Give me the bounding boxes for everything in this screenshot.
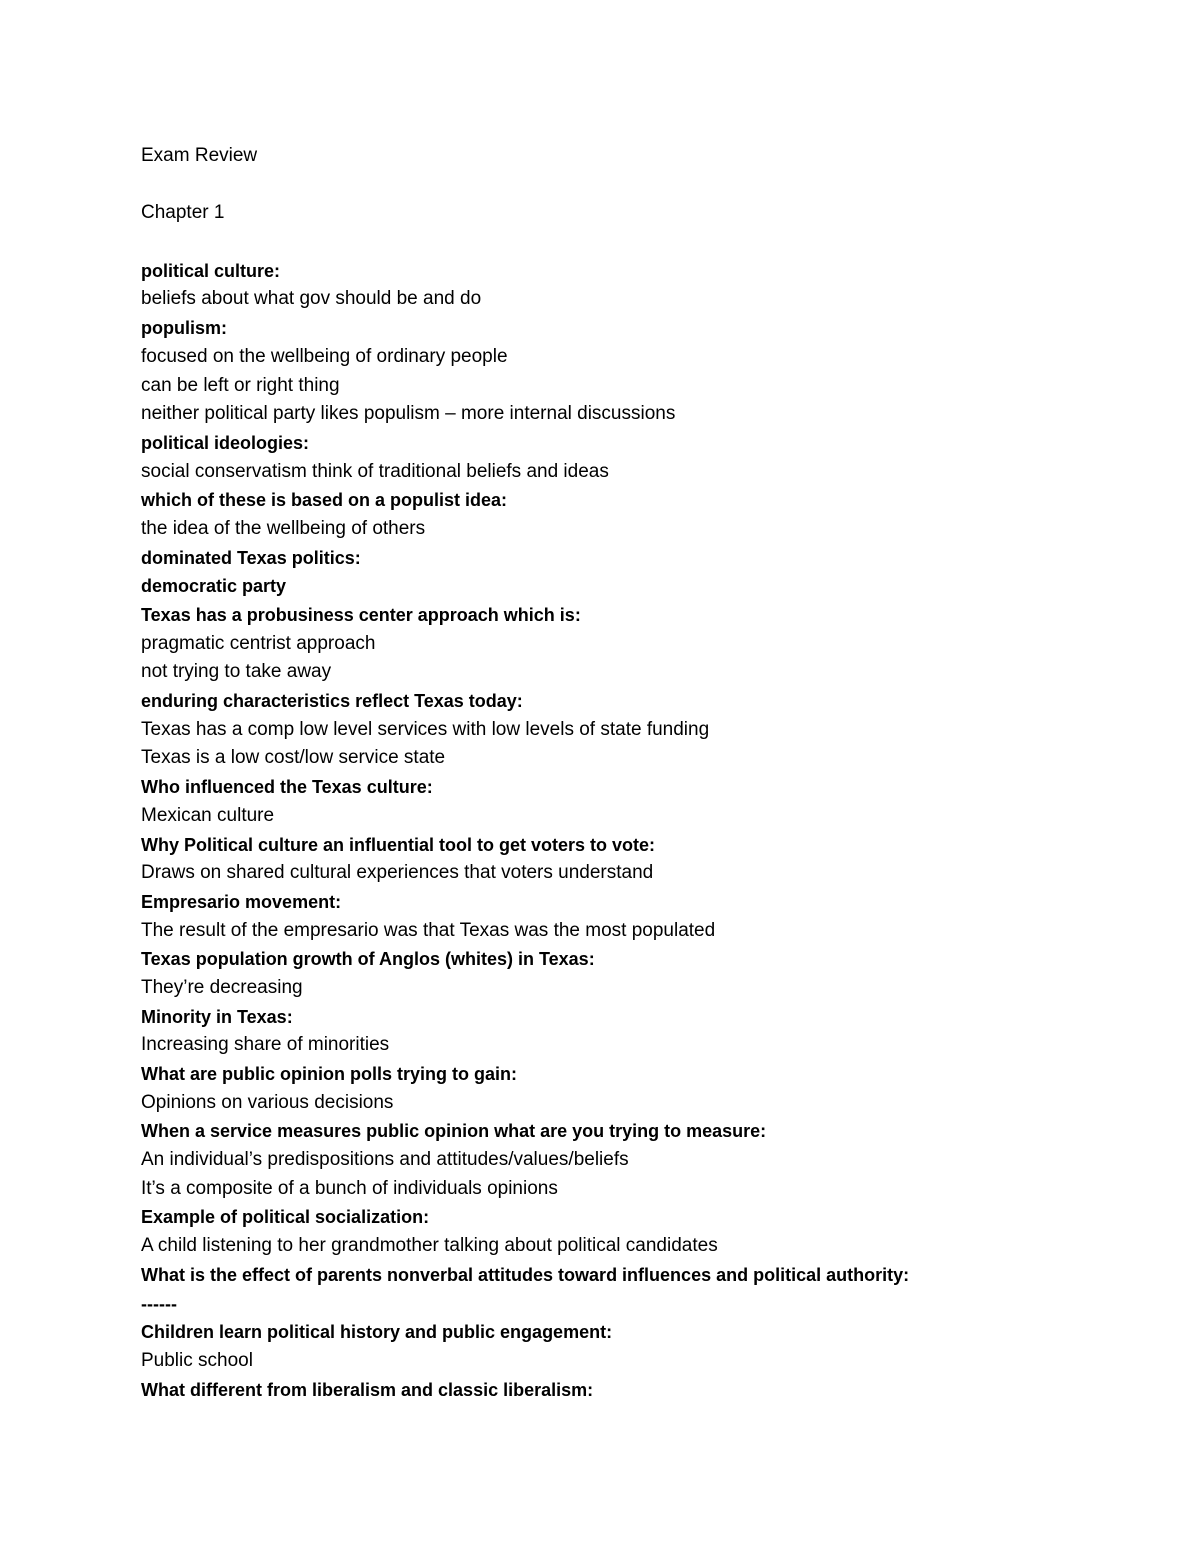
question-heading: Minority in Texas:	[141, 1006, 293, 1027]
answer-text: focused on the wellbeing of ordinary people	[141, 345, 508, 367]
answer-text: social conservatism think of traditional beliefs and ideas	[141, 460, 609, 482]
question-heading: Texas has a probusiness center approach which is:	[141, 605, 581, 625]
question-heading: political ideologies:	[141, 432, 310, 453]
answer-text: Increasing share of minorities	[141, 1034, 390, 1056]
question-heading: Example of political socialization:	[141, 1207, 430, 1228]
answer-text: A child listening to her grandmother talking about political candidates	[141, 1235, 718, 1257]
question-heading: populism:	[141, 318, 227, 339]
answer-text: beliefs about what gov should be and do	[141, 288, 482, 310]
question-heading: democratic party	[141, 576, 287, 597]
question-heading: Empresario movement:	[141, 891, 342, 912]
answer-text: They’re decreasing	[141, 976, 303, 998]
notes-list	[141, 257, 1141, 1405]
answer-text: Draws on shared cultural experiences that voters understand	[141, 862, 654, 884]
answer-text: Texas has a comp low level services with low levels of state funding	[141, 718, 710, 740]
question-heading: When a service measures public opinion what are you trying to measure:	[141, 1121, 767, 1142]
answer-text: The result of the empresario was that Texas was the most populated	[141, 919, 716, 941]
answer-text: can be left or right thing	[141, 374, 340, 396]
question-heading: What are public opinion polls trying to gain:	[141, 1064, 517, 1084]
answer-text: Public school	[141, 1349, 253, 1371]
question-heading: ------	[141, 1293, 177, 1314]
answer-text: Texas is a low cost/low service state	[141, 747, 446, 769]
question-heading: Why Political culture an influential tool to get voters to vote:	[141, 834, 656, 855]
question-heading: What different from liberalism and classic liberalism:	[141, 1379, 594, 1400]
question-heading: Who influenced the Texas culture:	[141, 777, 433, 798]
answer-text: Mexican culture	[141, 804, 275, 826]
question-heading: political culture:	[141, 260, 281, 281]
answer-text: It’s a composite of a bunch of individuals opinions	[141, 1177, 558, 1199]
answer-text: An individual’s predispositions and attitudes/values/beliefs	[141, 1149, 629, 1171]
answer-text: not trying to take away	[141, 661, 332, 683]
answer-text: pragmatic centrist approach	[141, 632, 376, 654]
document-title: Exam Review	[141, 145, 258, 166]
question-heading: Texas population growth of Anglos (whites) in Texas:	[141, 949, 595, 970]
chapter-heading: Chapter 1	[141, 202, 225, 224]
question-heading: which of these is based on a populist idea:	[141, 490, 508, 511]
question-heading: What is the effect of parents nonverbal attitudes toward influences and political authority:	[141, 1264, 910, 1285]
question-heading: enduring characteristics reflect Texas today:	[141, 691, 523, 712]
answer-text: the idea of the wellbeing of others	[141, 517, 426, 539]
document-body	[141, 142, 1141, 1404]
answer-text: neither political party likes populism – more internal discussions	[141, 403, 676, 425]
question-heading: dominated Texas politics:	[141, 547, 361, 568]
question-heading: Children learn political history and public engagement:	[141, 1322, 613, 1343]
answer-text: Opinions on various decisions	[141, 1091, 394, 1113]
